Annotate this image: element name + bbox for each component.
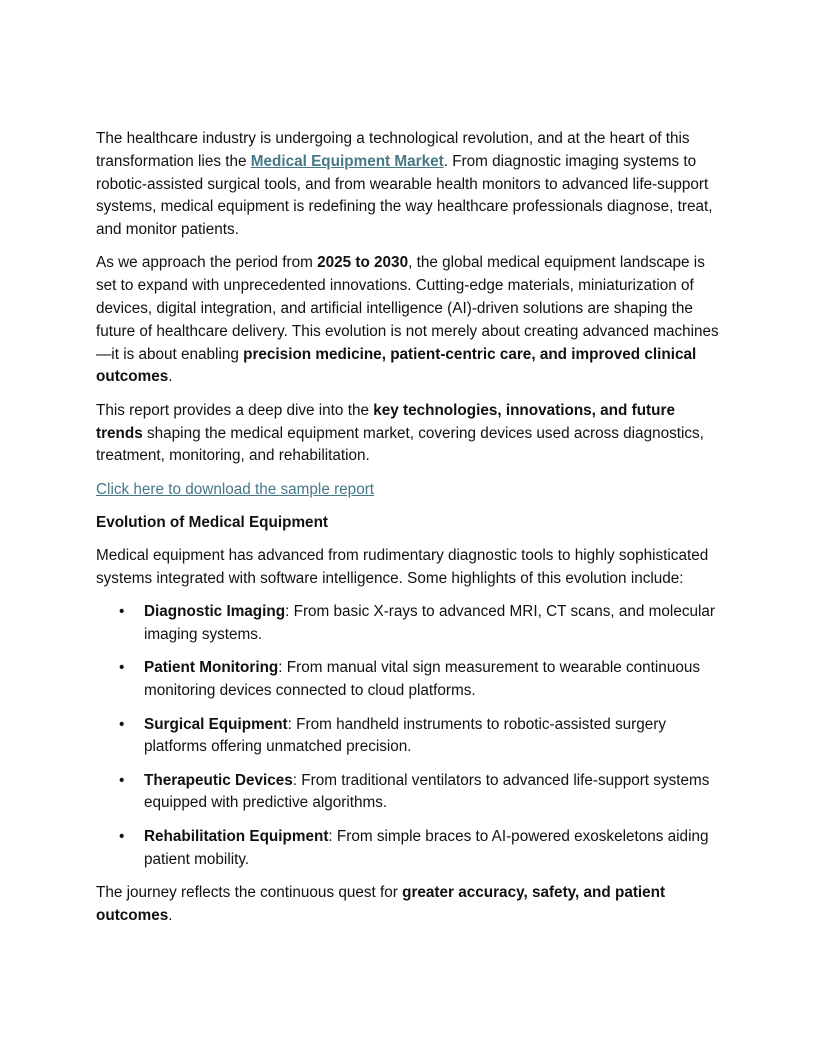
paragraph bbox=[96, 252, 724, 389]
bold-text: Rehabilitation Equipment bbox=[144, 827, 329, 845]
bold-text: Diagnostic Imaging bbox=[144, 603, 286, 621]
paragraph bbox=[96, 400, 724, 468]
list-item bbox=[144, 826, 724, 872]
list-item bbox=[144, 770, 724, 816]
text-run: . bbox=[168, 368, 173, 386]
text-run: The healthcare industry is undergoing a technological revolution, and at the heart of this transformation lies the bbox=[96, 130, 690, 170]
section-heading bbox=[96, 512, 724, 535]
text-run: . bbox=[168, 906, 173, 924]
text-run: : From traditional ventilators to advanced life-support systems equipped with predictive algorithms. bbox=[144, 771, 710, 812]
paragraph bbox=[96, 128, 724, 242]
text-run: Medical equipment has advanced from rudimentary diagnostic tools to highly sophisticated systems integrated with software intelligence. Some highlights of this evolution include: bbox=[96, 547, 709, 588]
text-run: shaping the medical equipment market, covering devices used across diagnostics, treatment, monitoring, and rehabilitation. bbox=[96, 424, 704, 465]
bold-text: Surgical Equipment bbox=[144, 715, 288, 733]
text-run: : From handheld instruments to robotic-assisted surgery platforms offering unmatched precision. bbox=[144, 715, 666, 756]
text-run: This report provides a deep dive into the bbox=[96, 401, 374, 419]
text-run: : From basic X-rays to advanced MRI, CT scans, and molecular imaging systems. bbox=[144, 603, 715, 644]
text-run: . From diagnostic imaging systems to robotic-assisted surgical tools, and from wearable health monitors to advanced life-support systems, medical equipment is redefining the way healthcare professionals diagnose, treat, and monitor patients. bbox=[96, 152, 713, 239]
bold-text: Patient Monitoring bbox=[144, 659, 279, 677]
paragraph bbox=[96, 882, 724, 928]
list-item bbox=[144, 657, 724, 703]
text-run: : From manual vital sign measurement to wearable continuous monitoring devices connected to cloud platforms. bbox=[144, 659, 700, 700]
text-run: The journey reflects the continuous quest for bbox=[96, 883, 403, 901]
paragraph bbox=[96, 479, 724, 502]
bold-text: Evolution of Medical Equipment bbox=[96, 513, 329, 531]
text-run: As we approach the period from bbox=[96, 254, 318, 272]
list-item bbox=[144, 601, 724, 647]
text-run: : From simple braces to AI-powered exoskeletons aiding patient mobility. bbox=[144, 827, 709, 868]
list-item bbox=[144, 714, 724, 760]
medical-equipment-market-link[interactable]: Medical Equipment Market bbox=[250, 152, 444, 170]
document-page bbox=[96, 128, 724, 938]
bold-text: 2025 to 2030 bbox=[317, 254, 409, 272]
highlights-list bbox=[96, 601, 724, 871]
text-run: , the global medical equipment landscape is set to expand with unprecedented innovations. Cutting-edge materials, miniaturization of devices, digital integration, and artificial intelligence (AI)-driven solutions are shaping the future of healthcare delivery. This evolution is not merely about creating advanced machines—it is about enabling bbox=[96, 254, 719, 363]
bold-text: key technologies, innovations, and future trends bbox=[96, 401, 675, 442]
download-sample-report-link[interactable]: Click here to download the sample report bbox=[96, 480, 375, 498]
bold-text: Therapeutic Devices bbox=[144, 771, 293, 789]
bold-text: precision medicine, patient-centric care, and improved clinical outcomes bbox=[96, 345, 697, 386]
bold-text: greater accuracy, safety, and patient outcomes bbox=[96, 883, 666, 924]
paragraph bbox=[96, 545, 724, 591]
